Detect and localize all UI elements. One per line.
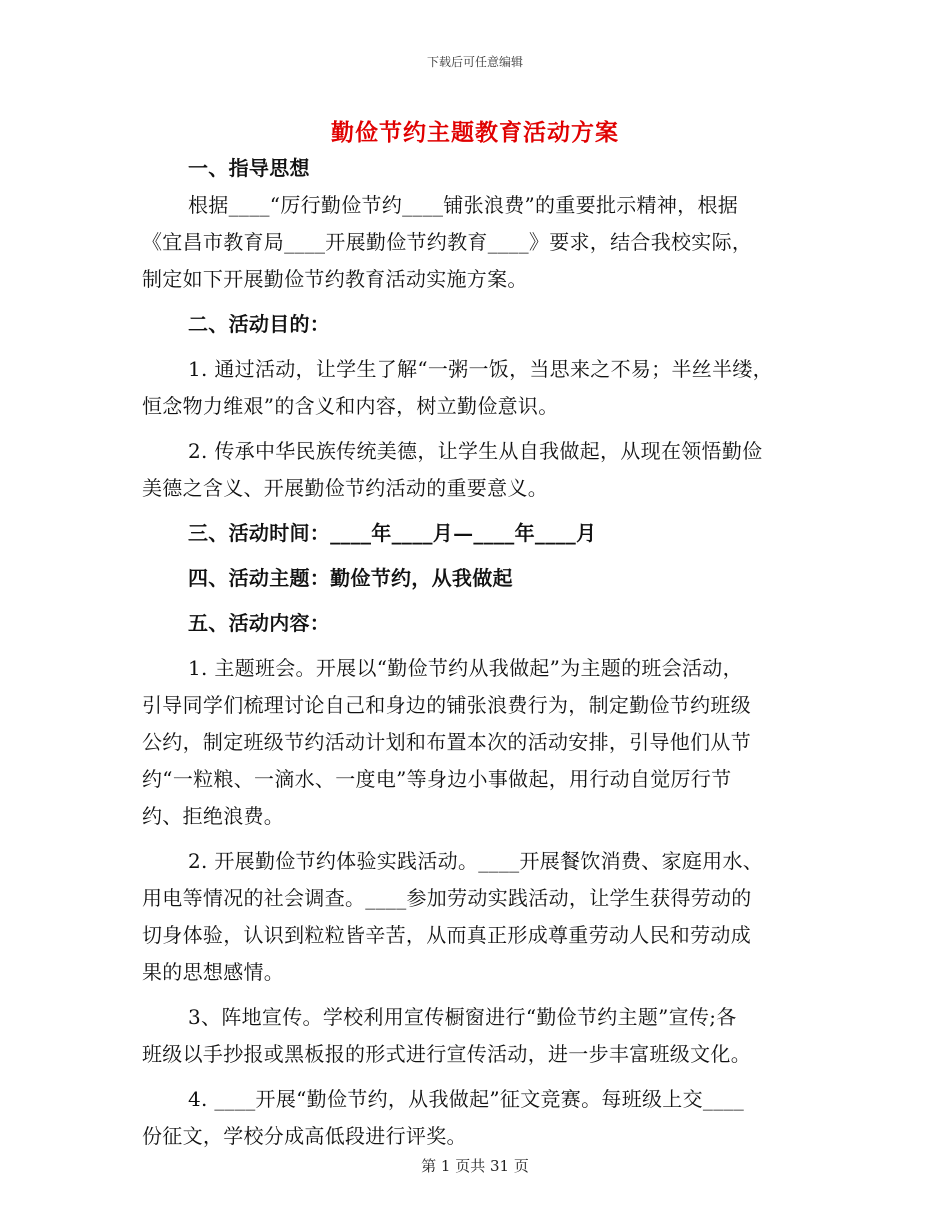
paragraph-line: 班级以手抄报或黑板报的形式进行宣传活动，进一步丰富班级文化。 <box>142 1042 751 1066</box>
paragraph-line: 约、拒绝浪费。 <box>142 804 285 828</box>
section-heading-theme: 四、活动主题：勤俭节约，从我做起 <box>188 566 513 590</box>
paragraph-line: 约“一粒粮、一滴水、一度电”等身边小事做起，用行动自觉厉行节 <box>142 767 732 791</box>
paragraph-line: 3、阵地宣传。学校利用宣传橱窗进行“勤俭节约主题”宣传;各 <box>188 1005 737 1029</box>
paragraph-line: 1. 主题班会。开展以“勤俭节约从我做起”为主题的班会活动， <box>188 656 743 680</box>
section-heading-guiding-idea: 一、指导思想 <box>188 156 310 180</box>
paragraph-line: 制定如下开展勤俭节约教育活动实施方案。 <box>142 267 528 291</box>
paragraph-line: 根据____“厉行勤俭节约____铺张浪费”的重要批示精神，根据 <box>188 193 739 217</box>
paragraph-line: 用电等情况的社会调查。____参加劳动实践活动，让学生获得劳动的 <box>142 886 752 910</box>
section-heading-content: 五、活动内容： <box>188 611 331 635</box>
paragraph-line: 2. 开展勤俭节约体验实践活动。____开展餐饮消费、家庭用水、 <box>188 849 764 873</box>
paragraph-line: 《宜昌市教育局____开展勤俭节约教育____》要求，结合我校实际， <box>142 230 753 254</box>
page-number-footer: 第 1 页共 31 页 <box>421 1157 529 1175</box>
paragraph-line: 引导同学们梳理讨论自己和身边的铺张浪费行为，制定勤俭节约班级 <box>142 693 751 717</box>
paragraph-line: 4. ____开展“勤俭节约，从我做起”征文竞赛。每班级上交____ <box>188 1087 745 1111</box>
paragraph-line: 恒念物力维艰”的含义和内容，树立勤俭意识。 <box>142 394 559 418</box>
header-note: 下载后可任意编辑 <box>426 55 523 69</box>
paragraph-line: 2. 传承中华民族传统美德，让学生从自我做起，从现在领悟勤俭 <box>188 439 763 463</box>
section-heading-time: 三、活动时间：____年____月—____年____月 <box>188 521 597 545</box>
paragraph-line: 1. 通过活动，让学生了解“一粥一饭，当思来之不易；半丝半缕， <box>188 357 773 381</box>
document-body <box>142 150 808 1155</box>
paragraph-line: 公约，制定班级节约活动计划和布置本次的活动安排，引导他们从节 <box>142 730 751 754</box>
document-title: 勤俭节约主题教育活动方案 <box>331 119 619 146</box>
section-heading-purpose: 二、活动目的： <box>188 312 331 336</box>
paragraph-line: 切身体验，认识到粒粒皆辛苦，从而真正形成尊重劳动人民和劳动成 <box>142 923 751 947</box>
paragraph-line: 份征文，学校分成高低段进行评奖。 <box>142 1124 467 1148</box>
paragraph-line: 果的思想感情。 <box>142 960 285 984</box>
paragraph-line: 美德之含义、开展勤俭节约活动的重要意义。 <box>142 476 548 500</box>
